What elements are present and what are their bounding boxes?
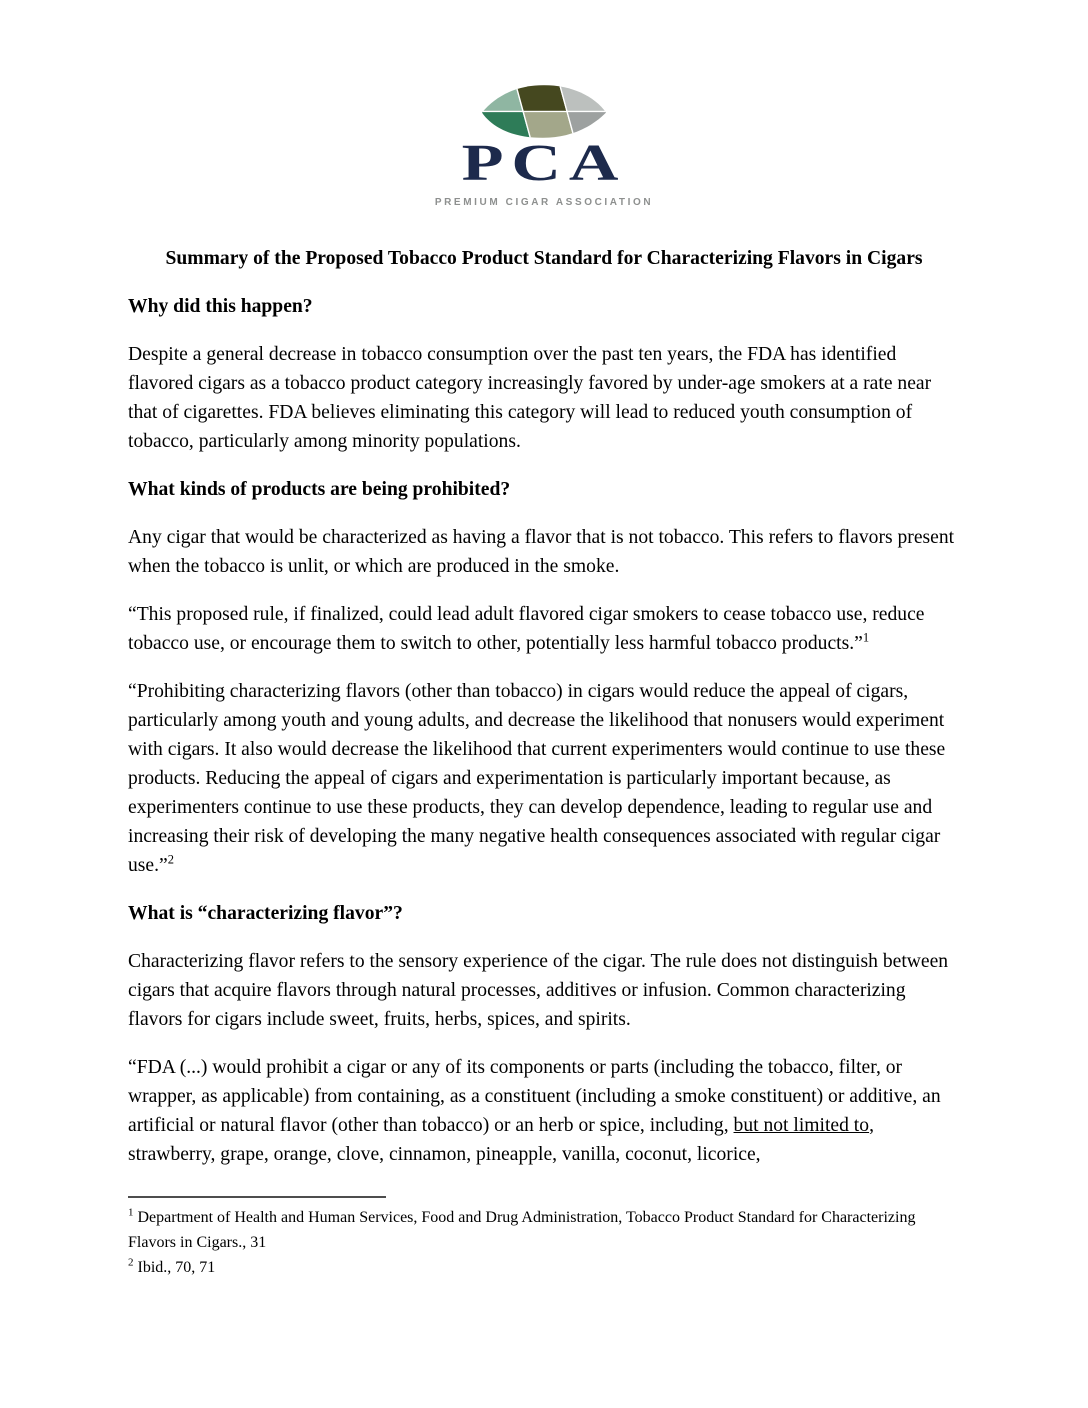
footnotes [128,1196,960,1280]
section-heading: What is “characterizing flavor”? [128,902,403,924]
paragraph [128,600,960,658]
underlined-text: but not limited to [733,1114,870,1136]
pca-logo-tagline: PREMIUM CIGAR ASSOCIATION [434,196,654,208]
footnote: $^2$ Ibid., 70, 71 [128,1256,216,1276]
text-run: “This proposed rule, if finalized, could lead adult flavored cigar smokers to cease tobacco use, reduce tobacco use, or encourage them to switch to other, potentially less harmful tobacco products.” [128,603,925,654]
document-blocks [128,292,960,1169]
paragraph [128,947,960,1034]
text-run: Any cigar that would be characterized as having a flavor that is not tobacco. This refers to flavors present when the tobacco is unlit, or which are produced in the smoke. [128,526,955,577]
pca-logo [128,84,960,208]
pca-leaf-icon [482,84,606,139]
footnote-separator [128,1196,386,1198]
footnote-reference: 2 [167,852,174,867]
text-run: “FDA (...) would prohibit a cigar or any of its components or parts (including the tobacco, filter, or wrapper, as applicable) from containing, as a constituent (including a smoke constituent) or additive, an artificial or natural flavor (other than tobacco) or an herb or spice, including, [128,1056,941,1136]
text-run: Characterizing flavor refers to the sensory experience of the cigar. The rule does not distinguish between cigars that acquire flavors through natural processes, additives or infusion. Common characterizing flavors for cigars include sweet, fruits, herbs, spices, and spirits. [128,950,949,1030]
text-run: , strawberry, grape, orange, clove, cinnamon, pineapple, vanilla, coconut, licorice, [128,1114,874,1165]
section-heading: What kinds of products are being prohibited? [128,478,511,500]
paragraph [128,677,960,880]
section-heading: Why did this happen? [128,295,313,317]
footnote-marker: 2 [128,1256,134,1269]
document-title: Summary of the Proposed Tobacco Product Standard for Characterizing Flavors in Cigars [165,247,923,269]
footnote-reference: 1 [862,630,870,645]
footnote: $^1$ Department of Health and Human Services, Food and Drug Administration, Tobacco Product Standard for Characterizing Flavors in Cigars., 31 [128,1206,916,1251]
paragraph [128,1053,960,1169]
pca-logo-acronym: PCA [461,135,627,192]
paragraph [128,340,960,456]
footnote-marker: 1 [128,1206,134,1219]
text-run: Despite a general decrease in tobacco consumption over the past ten years, the FDA has identified flavored cigars as a tobacco product category increasingly favored by under-age smokers at a rate near that of cigarettes. FDA believes eliminating this category will lead to reduced youth consumption of tobacco, particularly among minority populations. [128,343,932,452]
text-run: “Prohibiting characterizing flavors (other than tobacco) in cigars would reduce the appeal of cigars, particularly among youth and young adults, and decrease the likelihood that nonusers would experiment with cigars. It also would decrease the likelihood that current experimenters would continue to use these products. Reducing the appeal of cigars and experimentation is particularly important because, as experimenters continue to use these products, they can develop dependence, leading to regular use and increasing their risk of developing the many negative health consequences associated with regular cigar use.” [128,680,946,876]
paragraph [128,523,960,581]
